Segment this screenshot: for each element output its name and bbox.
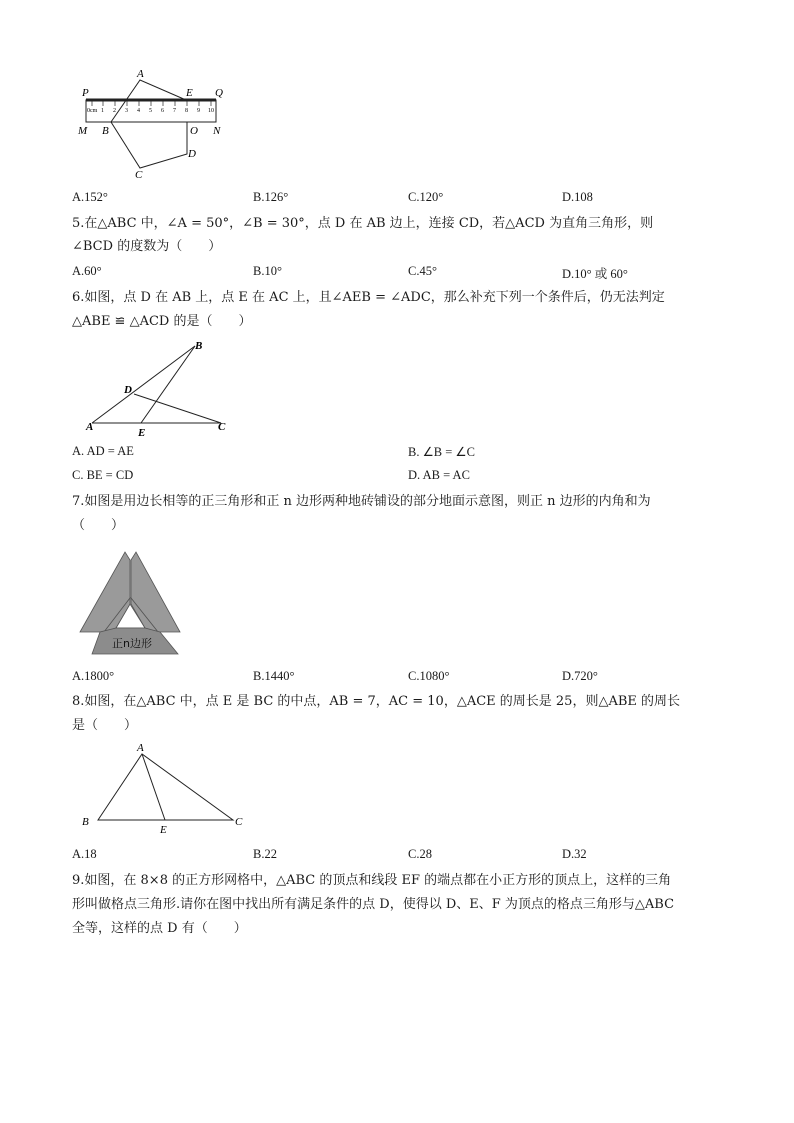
q7-option-c[interactable]: C.1080° bbox=[408, 669, 450, 683]
figure-q8-labels bbox=[82, 742, 243, 836]
svg-text:B: B bbox=[102, 125, 109, 137]
q8-question-line1: 8.如图，在△ABC 中，点 E 是 BC 的中点，AB = 7，AC = 10，△ACE 的周长是 25，则△ABE 的周长 bbox=[72, 694, 681, 709]
ruler-unit: 0cm bbox=[87, 108, 98, 114]
svg-text:C: C bbox=[218, 421, 226, 433]
q7-option-d[interactable]: D.720° bbox=[562, 669, 598, 683]
q6-option-a[interactable]: A. AD = AE bbox=[72, 444, 134, 458]
figure-q4 bbox=[74, 66, 234, 182]
ruler-tick-label: 1 bbox=[101, 108, 104, 114]
q6-option-d[interactable]: D. AB = AC bbox=[408, 468, 470, 482]
svg-text:P: P bbox=[82, 87, 89, 99]
svg-text:D: D bbox=[124, 384, 132, 396]
pentagon-outline bbox=[111, 80, 187, 168]
q7-question-line2: （ ） bbox=[72, 518, 125, 533]
q9-question-line1: 9.如图，在 8×8 的正方形网格中，△ABC 的顶点和线段 EF 的端点都在小正方形的顶点上，这样的三角 bbox=[72, 873, 672, 888]
svg-text:B: B bbox=[82, 816, 89, 828]
q6-option-b[interactable]: B. ∠B = ∠C bbox=[408, 445, 475, 459]
figure-q8 bbox=[78, 740, 250, 840]
ruler-tick-label: 3 bbox=[125, 108, 128, 114]
ruler-tick-label: 6 bbox=[161, 108, 164, 114]
svg-text:M: M bbox=[78, 125, 88, 137]
q8-option-b[interactable]: B.22 bbox=[253, 847, 277, 861]
q8-question-line2: 是（ ） bbox=[72, 718, 138, 733]
svg-text:E: E bbox=[138, 427, 146, 439]
q4-option-d[interactable]: D.108 bbox=[562, 190, 593, 204]
n-gon-label: 正n边形 bbox=[112, 637, 152, 650]
q5-option-d[interactable]: D.10° 或 60° bbox=[562, 267, 628, 281]
ruler-tick-label: 10 bbox=[208, 108, 214, 114]
svg-text:A: A bbox=[137, 742, 144, 754]
q7-question-line1: 7.如图是用边长相等的正三角形和正 n 边形两种地砖铺设的部分地面示意图，则正 n 边形的内角和为 bbox=[72, 494, 651, 509]
q6-question-line1: 6.如图，点 D 在 AB 上，点 E 在 AC 上，且∠AEB = ∠ADC，那么补充下列一个条件后，仍无法判定 bbox=[72, 290, 665, 305]
q5-option-b[interactable]: B.10° bbox=[253, 264, 282, 278]
ruler-tick-label: 4 bbox=[137, 108, 140, 114]
figure-q6-labels bbox=[85, 340, 226, 439]
svg-text:A: A bbox=[86, 421, 94, 433]
ruler-tick-label: 8 bbox=[185, 108, 188, 114]
svg-text:O: O bbox=[190, 125, 198, 137]
q9-question-line2: 形叫做格点三角形.请你在图中找出所有满足条件的点 D，使得以 D、E、F 为顶点的格点三角形与△ABC bbox=[72, 897, 675, 912]
q4-option-b[interactable]: B.126° bbox=[253, 190, 289, 204]
q5-option-c[interactable]: C.45° bbox=[408, 264, 437, 278]
svg-text:N: N bbox=[213, 125, 221, 137]
figure-q4-labels bbox=[77, 68, 223, 181]
figure-q6 bbox=[84, 336, 234, 440]
q7-option-b[interactable]: B.1440° bbox=[253, 669, 295, 683]
q4-option-c[interactable]: C.120° bbox=[408, 190, 444, 204]
q8-option-a[interactable]: A.18 bbox=[72, 847, 97, 861]
q9-question-line3: 全等，这样的点 D 有（ ） bbox=[72, 921, 247, 936]
ruler-tick-labels bbox=[101, 108, 214, 114]
q6-option-c[interactable]: C. BE = CD bbox=[72, 468, 134, 482]
q5-option-a[interactable]: A.60° bbox=[72, 264, 102, 278]
svg-text:D: D bbox=[188, 148, 196, 160]
svg-text:E: E bbox=[186, 87, 193, 99]
q8-option-c[interactable]: C.28 bbox=[408, 847, 432, 861]
svg-text:E: E bbox=[160, 824, 167, 836]
svg-text:C: C bbox=[135, 169, 143, 181]
q5-question-line1: 5.在△ABC 中，∠A = 50°，∠B = 30°，点 D 在 AB 边上，连接 CD，若△ACD 为直角三角形，则 bbox=[72, 216, 654, 231]
ruler-tick-label: 5 bbox=[149, 108, 152, 114]
ruler-tick-label: 7 bbox=[173, 108, 176, 114]
ruler-tick-label: 9 bbox=[197, 108, 200, 114]
svg-text:Q: Q bbox=[215, 87, 223, 99]
q8-option-d[interactable]: D.32 bbox=[562, 847, 587, 861]
figure-q7 bbox=[78, 548, 182, 658]
q6-question-line2: △ABE ≌ △ACD 的是（ ） bbox=[72, 314, 252, 329]
svg-text:B: B bbox=[195, 340, 203, 352]
svg-text:A: A bbox=[137, 68, 144, 80]
q4-option-a[interactable]: A.152° bbox=[72, 190, 108, 204]
ruler-tick-label: 2 bbox=[113, 108, 116, 114]
svg-text:C: C bbox=[235, 816, 243, 828]
q7-option-a[interactable]: A.1800° bbox=[72, 669, 115, 683]
q5-question-line2: ∠BCD 的度数为（ ） bbox=[72, 239, 222, 254]
